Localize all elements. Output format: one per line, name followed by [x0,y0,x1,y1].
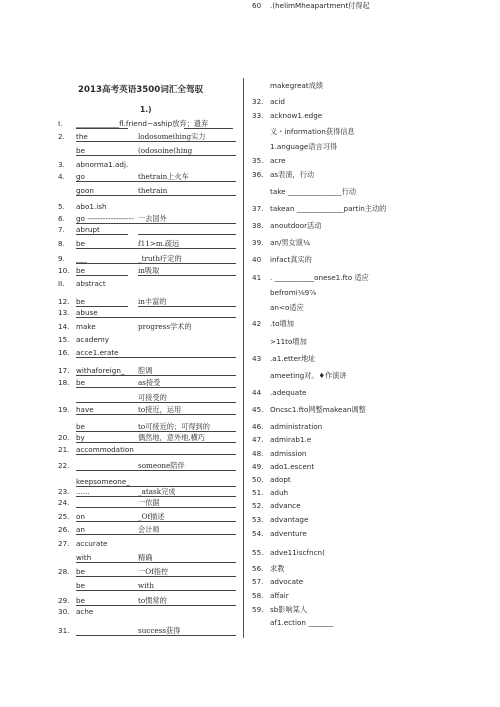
entry-gloss: 会计师 [138,525,160,534]
right-entry-13 [252,272,452,283]
entry-number: 60 [252,1,262,10]
document-title: 2013高考英语3500词汇全驾驭 [78,85,204,95]
entry-text: make [76,322,96,331]
entry-text: academy [76,335,110,344]
left-entry-3 [58,145,238,156]
entry-text: the [76,132,88,141]
entry-text: administration [270,422,323,431]
entry-text: be [76,596,85,605]
entry-number: 22. [58,461,70,470]
blank-line [76,454,236,455]
entry-number: 49. [252,462,264,471]
right-entry-34 [252,590,452,601]
blank-line [76,248,236,249]
left-entry-16 [58,321,238,332]
entry-number: 18. [58,378,70,387]
right-entry-22 [252,421,452,432]
entry-text: adventure [270,529,307,538]
entry-gloss: 一Of指控 [138,567,169,576]
left-entry-4 [58,159,238,170]
right-entry-6 [252,155,452,166]
right-entry-4 [252,126,452,137]
entry-number: 48. [252,449,264,458]
blank-line [76,357,236,358]
entry-gloss: _truth疗定的 [138,254,182,263]
entry-text: takean _____________partin主动的 [270,204,387,213]
entry-text: accurate [76,539,108,548]
entry-number: 38. [252,221,264,230]
entry-text: be [76,581,85,590]
blank-line [76,521,236,522]
entry-text: as表演，行动 [270,170,315,179]
left-entry-5 [58,171,238,182]
entry-number: 19. [58,405,70,414]
blank-line [76,576,236,577]
left-entry-15 [58,307,238,318]
entry-number: 29. [58,596,70,605]
entry-number: 14. [58,322,70,331]
entry-gloss: lodosomeihing实力 [138,132,206,141]
entry-gloss: _atask完成 [138,487,176,496]
blank-line [76,590,236,591]
blank-line [76,375,236,376]
entry-number: 47. [252,435,264,444]
entry-number: 40 [252,255,262,264]
left-entry-10 [58,238,238,249]
entry-number: II. [58,279,65,288]
entry-text: be [76,297,85,306]
entry-gloss: 腔调 [138,366,153,375]
entry-text: be [76,266,85,275]
left-entry-38 [58,625,238,636]
entry-text: 求教 [270,564,285,573]
right-entry-11 [252,237,452,248]
entry-number: 20. [58,433,70,442]
entry-number: 12. [58,297,70,306]
blank-line [76,317,236,318]
entry-number: 9. [58,254,65,263]
entry-number: 16. [58,348,70,357]
entry-number: 2. [58,132,65,141]
entry-number: 50. [252,475,264,484]
blank-line [76,562,236,563]
entry-number: 36. [252,170,264,179]
blank-line [76,128,128,129]
entry-number: 30. [58,607,70,616]
left-entry-21 [58,392,238,403]
right-entry-26 [252,474,452,485]
left-entry-9 [58,224,238,235]
entry-gloss: to接近，运用 [138,405,182,414]
entry-number: 28. [58,567,70,576]
entry-text: ache [76,607,94,616]
entry-number: 39. [252,238,264,247]
blank-line [184,128,233,129]
entry-text: anoutdoor活动 [270,221,322,230]
entry-number: 46. [252,422,264,431]
right-entry-8 [252,186,452,197]
entry-number: 58. [252,591,264,600]
left-entry-8 [58,213,238,224]
left-entry-26 [58,460,238,471]
left-entry-30 [58,511,238,522]
entry-text: be [76,422,85,431]
entry-text: adopt [270,475,291,484]
left-entry-29 [58,497,238,508]
left-entry-1 [58,118,238,129]
blank-line [138,234,236,235]
entry-text: keepsomeone_ [76,477,130,486]
entry-text: advantage [270,515,309,524]
entry-text: ameeting对。♦作演讲 [270,371,347,380]
blank-line [76,195,236,196]
entry-text: go ------------------ [76,214,134,223]
right-entry-9 [252,203,452,214]
left-entry-35 [58,580,238,591]
entry-text: an<o适应 [270,303,304,312]
right-entry-5 [252,141,452,152]
right-entry-2 [252,96,452,107]
entry-text: befromi⅛9⅞ [270,288,317,297]
left-entry-14 [58,296,238,307]
blank-line [76,181,236,182]
entry-number: 8. [58,239,65,248]
entry-number: 17. [58,366,70,375]
entry-number: 53. [252,515,264,524]
left-entry-28 [58,486,238,497]
entry-number: 5. [58,202,65,211]
blank-line [76,534,236,535]
entry-text: abstract [76,279,106,288]
entry-text: aduh [270,488,289,497]
entry-gloss: thetrain [138,186,168,195]
left-entry-36 [58,595,238,606]
entry-number: 27. [58,539,70,548]
entry-number: 21. [58,445,70,454]
left-entry-20 [58,377,238,388]
entry-gloss: thetrain上火车 [138,172,189,181]
blank-line [138,275,236,276]
entry-text: advance [270,501,301,510]
entry-text: take _______________行动 [270,187,357,196]
right-entry-10 [252,220,452,231]
entry-text: .a1.etter地址 [270,354,316,363]
entry-text: an [76,525,85,534]
right-entry-30 [252,528,452,539]
entry-number: 37. [252,204,264,213]
blank-line [76,414,236,415]
entry-gloss: to惯常的 [138,596,167,605]
entry-number: I. [58,119,63,128]
entry-gloss: progress学术的 [138,322,192,331]
entry-text: ___ [76,254,87,263]
entry-number: 52. [252,501,264,510]
entry-number: 43 [252,354,262,363]
entry-number: 24. [58,498,70,507]
entry-gloss: to可接近的；可得到的 [138,422,210,431]
entry-text: go [76,172,85,181]
entry-text: withaforeign_ [76,366,125,375]
right-entry-18 [252,353,452,364]
entry-gloss: 一去国外 [138,214,167,223]
blank-line [76,470,236,471]
right-entry-14 [252,287,452,298]
blank-line [76,442,236,443]
right-entry-21 [252,404,452,415]
entry-number: 23. [58,487,70,496]
entry-text: by [76,433,85,442]
entry-text: with [76,553,92,562]
right-entry-12 [252,254,452,265]
left-entry-33 [58,552,238,563]
left-entry-11 [58,253,238,264]
entry-number: 56. [252,564,264,573]
right-entry-1 [252,80,452,91]
entry-number: 45. [252,405,264,414]
entry-text: goon [76,186,94,195]
entry-number: 15. [58,335,70,344]
entry-number: 32. [252,97,264,106]
blank-line [76,141,236,142]
blank-line [76,275,128,276]
entry-number: 51. [252,488,264,497]
entry-text: admirab1.e [270,435,312,444]
entry-text: accommodation [76,445,134,454]
entry-text: Oncsc1.fto网整makean调整 [270,405,366,414]
blank-line [76,234,128,235]
left-entry-19 [58,365,238,376]
entry-text: abo1.ish [76,202,107,211]
entry-text: acknow1.edge [270,111,323,120]
entry-text: 1.anguage语言习得 [270,142,338,151]
entry-text: adve11iscfncn( [270,548,325,557]
entry-gloss: (odosoine(hing [138,146,193,155]
right-entry-3 [252,110,452,121]
right-entry-17 [252,336,452,347]
entry-gloss: 精确 [138,553,153,562]
entry-text: infact真实的 [270,255,312,264]
entry-gloss: 可接受的 [138,393,167,402]
left-entry-31 [58,524,238,535]
entry-gloss: 偶然地，意外地,横巧 [138,433,205,442]
entry-text: .to增加 [270,319,294,328]
right-entry-20 [252,387,452,398]
right-entry-24 [252,448,452,459]
entry-number: 54. [252,529,264,538]
entry-gloss: someone陪伴 [138,461,185,470]
left-entry-13 [58,278,238,289]
entry-text: ____________fl.friend~aship放弃；遗弃 [76,119,209,128]
blank-line [76,635,236,636]
entry-gloss: success获得 [138,626,181,635]
left-entry-24 [58,432,238,443]
entry-number: 13. [58,308,70,317]
right-entry-37 [252,0,452,11]
entry-text: an/男女演¼ [270,238,310,247]
entry-text: have [76,405,94,414]
entry-text: ...... [76,487,90,496]
left-entry-12 [58,265,238,276]
entry-number: 10. [58,266,70,275]
entry-text: .(helimMheapartment付得起 [270,1,370,10]
entry-text: be [76,378,85,387]
entry-text: makegreat成绩 [270,81,324,90]
entry-text: sb影响某人 [270,605,308,614]
entry-number: 3. [58,160,65,169]
entry-number: 26. [58,525,70,534]
right-entry-28 [252,500,452,511]
right-entry-32 [252,563,452,574]
entry-text: . ___________onese1.fto 适应 [270,273,369,282]
entry-text: ado1.escent [270,462,315,471]
entry-number: 44 [252,388,262,397]
right-entry-25 [252,461,452,472]
entry-text: abnorma1.adj. [76,160,129,169]
entry-gloss: with [138,581,154,590]
section-number: 1.) [140,105,152,114]
left-entry-6 [58,185,238,196]
left-entry-7 [58,201,238,212]
blank-line [76,402,236,403]
entry-number: 6. [58,214,65,223]
entry-number: 41 [252,273,262,282]
entry-text: abrupt [76,225,100,234]
right-entry-29 [252,514,452,525]
entry-number: 57. [252,577,264,586]
left-entry-32 [58,538,238,549]
entry-number: 55. [252,548,264,557]
right-entry-23 [252,434,452,445]
entry-gloss: in丰富的 [138,297,167,306]
entry-gloss: as接受 [138,378,161,387]
right-entry-36 [252,617,452,628]
right-entry-15 [252,302,452,313]
entry-number: 7. [58,225,65,234]
blank-line [76,507,236,508]
entry-text: advocate [270,577,304,586]
entry-text: af1.ection _______ [270,618,334,627]
entry-gloss: _Of描述 [138,512,165,521]
entry-text: admission [270,449,307,458]
left-entry-34 [58,566,238,577]
right-entry-31 [252,547,452,558]
entry-gloss: in吸取 [138,266,160,275]
entry-text: acce1.erate [76,348,119,357]
right-entry-16 [252,318,452,329]
entry-text: >11to增加 [270,337,307,346]
right-entry-33 [252,576,452,587]
entry-text: acid [270,97,285,106]
entry-gloss: f11>m.疏远 [138,239,180,248]
right-entry-19 [252,370,452,381]
entry-text: be [76,146,85,155]
entry-gloss: 一依据 [138,498,160,507]
entry-number: 31. [58,626,70,635]
entry-text: on [76,512,85,521]
left-entry-22 [58,404,238,415]
entry-text: .adequate [270,388,307,397]
left-entry-23 [58,421,238,432]
left-entry-25 [58,444,238,455]
entry-text: 义・information获得信息 [270,127,355,136]
left-entry-17 [58,334,238,345]
entry-number: 42 [252,319,262,328]
blank-line [76,263,236,264]
column-divider [243,78,244,638]
entry-number: 33. [252,111,264,120]
entry-text: abuse [76,308,98,317]
entry-text: be [76,567,85,576]
blank-line [76,155,236,156]
right-entry-27 [252,487,452,498]
entry-text: be [76,239,85,248]
entry-number: 35. [252,156,264,165]
left-entry-37 [58,606,238,617]
blank-line [76,387,236,388]
left-entry-18 [58,347,238,358]
entry-number: 25. [58,512,70,521]
left-entry-2 [58,131,238,142]
entry-text: affair [270,591,289,600]
entry-text: acre [270,156,286,165]
right-entry-7 [252,169,452,180]
entry-number: 59. [252,605,264,614]
entry-number: 4. [58,172,65,181]
right-entry-35 [252,604,452,615]
